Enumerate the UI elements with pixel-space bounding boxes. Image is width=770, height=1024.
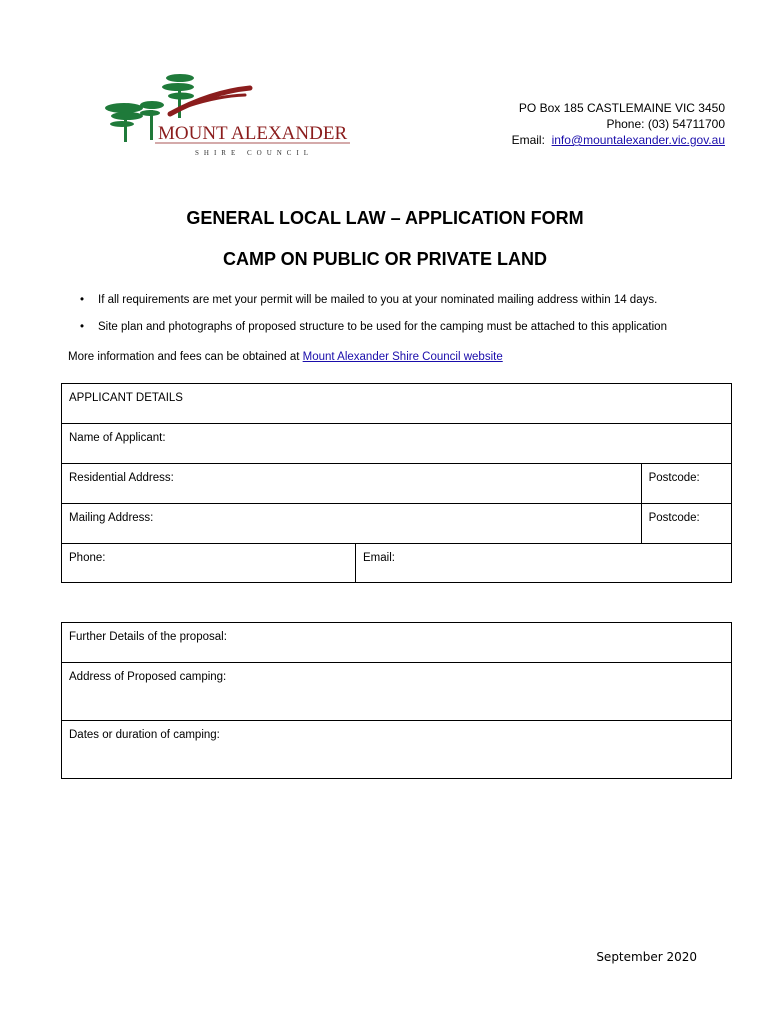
form-subtitle: CAMP ON PUBLIC OR PRIVATE LAND: [222, 249, 547, 269]
email-link[interactable]: info@mountalexander.vic.gov.au: [551, 133, 725, 147]
residential-postcode-field[interactable]: Postcode:: [641, 464, 731, 504]
logo-name: MOUNT ALEXANDER: [158, 123, 348, 144]
residential-address-field[interactable]: Residential Address:: [62, 464, 642, 504]
camping-address-field[interactable]: Address of Proposed camping:: [62, 663, 732, 721]
council-logo: [100, 70, 360, 160]
tree-logo-icon: [100, 70, 360, 160]
email-field[interactable]: Email:: [356, 544, 732, 583]
form-title: GENERAL LOCAL LAW – APPLICATION FORM: [186, 208, 584, 228]
council-website-link[interactable]: Mount Alexander Shire Council website: [302, 351, 503, 363]
list-item: • If all requirements are met your permit will be mailed to you at your nominated mailing address within 14 days.: [80, 292, 667, 319]
mailing-postcode-field[interactable]: Postcode:: [641, 504, 731, 544]
email-line: [512, 132, 725, 148]
logo-sub: SHIRE COUNCIL: [195, 149, 314, 157]
mailing-address-field[interactable]: Mailing Address:: [62, 504, 642, 544]
camping-dates-field[interactable]: Dates or duration of camping:: [62, 721, 732, 779]
applicant-details-table: [61, 383, 732, 583]
requirements-list: [80, 292, 667, 346]
phone: Phone: (03) 54711700: [606, 117, 725, 131]
applicant-name-field[interactable]: Name of Applicant:: [62, 424, 732, 464]
more-info: [68, 351, 503, 363]
more-info-text: More information and fees can be obtained at: [68, 351, 300, 363]
contact-block: [512, 100, 725, 148]
further-details-field[interactable]: Further Details of the proposal:: [62, 623, 732, 663]
applicant-heading: APPLICANT DETAILS: [62, 384, 732, 424]
email-label: Email:: [511, 133, 545, 147]
address: PO Box 185 CASTLEMAINE VIC 3450: [518, 101, 725, 115]
footer-date: September 2020: [596, 950, 697, 964]
phone-field[interactable]: Phone:: [62, 544, 356, 583]
proposal-details-table: [61, 622, 732, 779]
list-item: • Site plan and photographs of proposed structure to be used for the camping must be attached to this application: [80, 319, 667, 346]
